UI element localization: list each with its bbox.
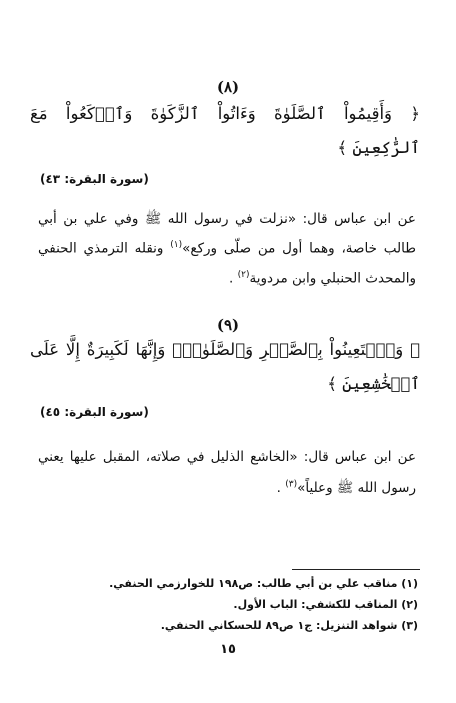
page-number: ١٥ [220,642,236,657]
verse-line: ﴿ وَأَقِيمُواْ ٱلصَّلَوٰةَ وَءَاتُواْ ٱلزَّكَوٰةَ وَٱرۡكَعُواْ مَعَ [30,104,420,123]
footnote-divider [292,569,420,570]
verse-line: ٱلرَّٰكِعِينَ ﴾ [337,138,420,157]
hadith-text: طالب خاصة، وهما أول من صلّى وركع» [182,240,416,257]
hadith-line [38,240,416,257]
footnote: (٢) المناقب للكشفي: الباب الأول. [233,598,418,611]
footnote-reference: (٣) [285,479,298,490]
section-number: (٨) [216,78,240,96]
verse-source: (سورة البقرة: ٤٥) [40,405,149,419]
footnote-reference: (٢) [237,270,250,280]
hadith-line: عن ابن عباس قال: «نزلت في رسول الله ﷺ وفي علي بن أبي [38,211,416,227]
hadith-text: . [229,270,238,287]
footnote-reference: (١) [170,240,183,250]
hadith-line [38,479,416,499]
footnote: (١) مناقب علي بن أبي طالب: ص١٩٨ للخوارزمي الحنفي. [109,577,418,590]
hadith-text: والمحدث الحنبلي وابن مردوية [249,270,416,287]
hadith-text: . [276,480,286,496]
verse-line: ٱلۡخَٰشِعِينَ ﴾ [327,374,420,393]
footnote: (٣) شواهد التنزيل: ج١ ص٨٩ للحسكاني الحنفي. [160,619,418,632]
hadith-text: ونقله الترمذي الحنفي [38,240,171,257]
verse-source: (سورة البقرة: ٤٣) [40,172,149,186]
section-number: (٩) [216,316,240,334]
verse-line: ﴿ وَٱسۡتَعِينُواْ بِٱلصَّبۡرِ وَٱلصَّلَوٰةِۚ وَإِنَّهَا لَكَبِيرَةٌ إِلَّا عَلَى [30,340,420,359]
hadith-line [38,270,416,287]
hadith-text: رسول الله ﷺ وعلياً» [297,480,416,496]
hadith-line: عن ابن عباس قال: «الخاشع الذليل في صلاته، المقبل عليها يعني [38,449,416,465]
